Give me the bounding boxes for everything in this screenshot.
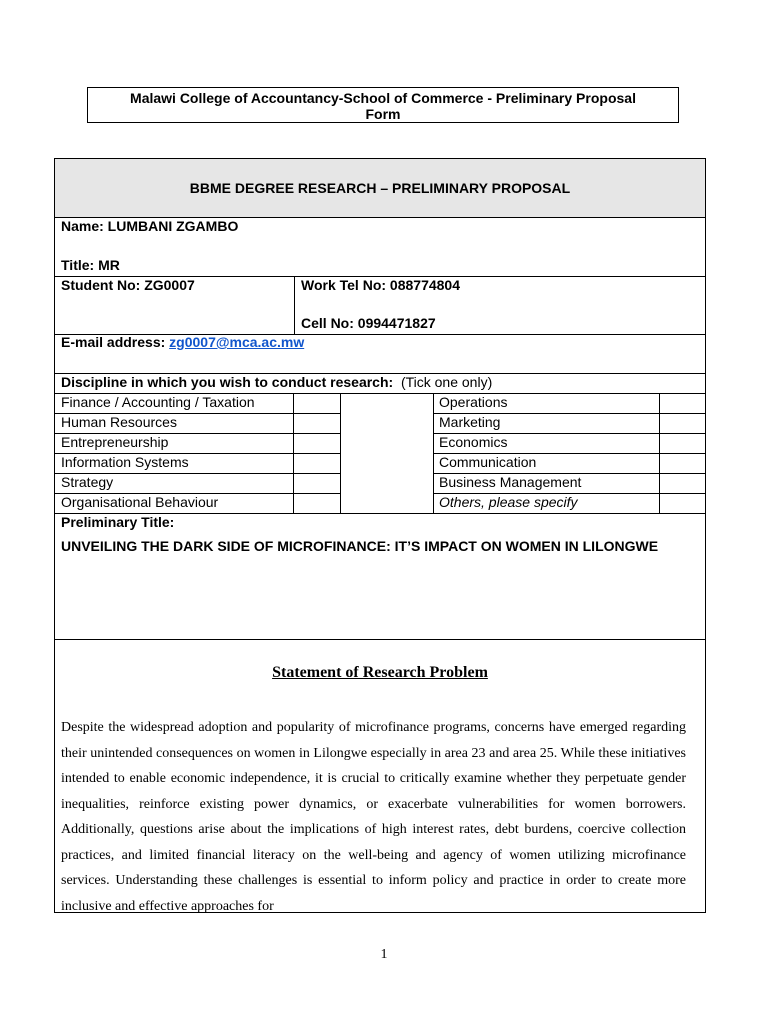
page-number: 1 [380,947,388,962]
discipline-question: Discipline in which you wish to conduct research: [61,374,394,390]
discipline-option: Communication [439,454,537,470]
divider [55,639,705,640]
tick-box[interactable] [294,454,339,473]
discipline-hint: (Tick one only) [400,374,493,390]
cell-no-field: Cell No: 0994471827 [301,315,436,331]
tick-box[interactable] [660,434,704,453]
discipline-option: Marketing [439,414,501,430]
title-field: Title: MR [61,257,120,273]
tick-box[interactable] [294,394,339,413]
form-banner: BBME DEGREE RESEARCH – PRELIMINARY PROPOSAL [55,159,705,217]
form-header-line2: Form [365,106,401,122]
form-header [87,87,679,123]
preliminary-title-label: Preliminary Title: [61,514,175,530]
tick-box[interactable] [294,474,339,493]
discipline-option: Operations [439,394,508,410]
statement-heading: Statement of Research Problem [272,664,488,681]
tick-box[interactable] [660,474,704,493]
discipline-option: Others, please specify [439,494,578,510]
discipline-option: Strategy [61,474,114,490]
tick-box[interactable] [294,414,339,433]
discipline-label [61,374,492,390]
discipline-option: Organisational Behaviour [61,494,219,510]
discipline-option: Economics [439,434,508,450]
discipline-option: Business Management [439,474,582,490]
email-label-text: E-mail address: [61,334,166,350]
email-link[interactable]: zg0007@mca.ac.mw [169,334,305,350]
tick-box[interactable] [660,414,704,433]
form-header-line1: Malawi College of Accountancy-School of Commerce - Preliminary Proposal [130,90,636,106]
discipline-option: Finance / Accounting / Taxation [61,394,255,410]
discipline-option: Human Resources [61,414,177,430]
student-no-field: Student No: ZG0007 [61,277,195,293]
email-label [61,334,304,350]
proposal-form [54,158,706,913]
tick-box[interactable] [660,394,704,413]
work-tel-field: Work Tel No: 088774804 [301,277,461,293]
tick-box[interactable] [660,454,704,473]
discipline-option: Information Systems [61,454,189,470]
tick-box[interactable] [294,434,339,453]
name-field: Name: LUMBANI ZGAMBO [61,218,239,234]
tick-box[interactable] [660,494,704,513]
discipline-option: Entrepreneurship [61,434,169,450]
divider [433,393,434,513]
preliminary-title-text: UNVEILING THE DARK SIDE OF MICROFINANCE: IT’S IMPACT ON WOMEN IN LILONGWE [61,538,659,554]
statement-body: Despite the widespread adoption and popularity of microfinance programs, concerns have emerged regarding their unintended consequences on women in Lilongwe especially in area 23 and area 25. While these initiatives intended to enable economic independence, it is crucial to critically examine whether they perpetuate gender inequalities, reinforce existing power dynamics, or exacerbate vulnerabilities for women borrowers. Additionally, questions arise about the implications of high interest rates, debt burdens, coercive collection practices, and limited financial literacy on the well-being and agency of women utilizing microfinance services. Understanding these challenges is essential to inform policy and practice in order to create more inclusive and effective approaches for [61,720,686,913]
divider [294,276,295,334]
tick-box[interactable] [294,494,339,513]
divider [340,393,341,513]
